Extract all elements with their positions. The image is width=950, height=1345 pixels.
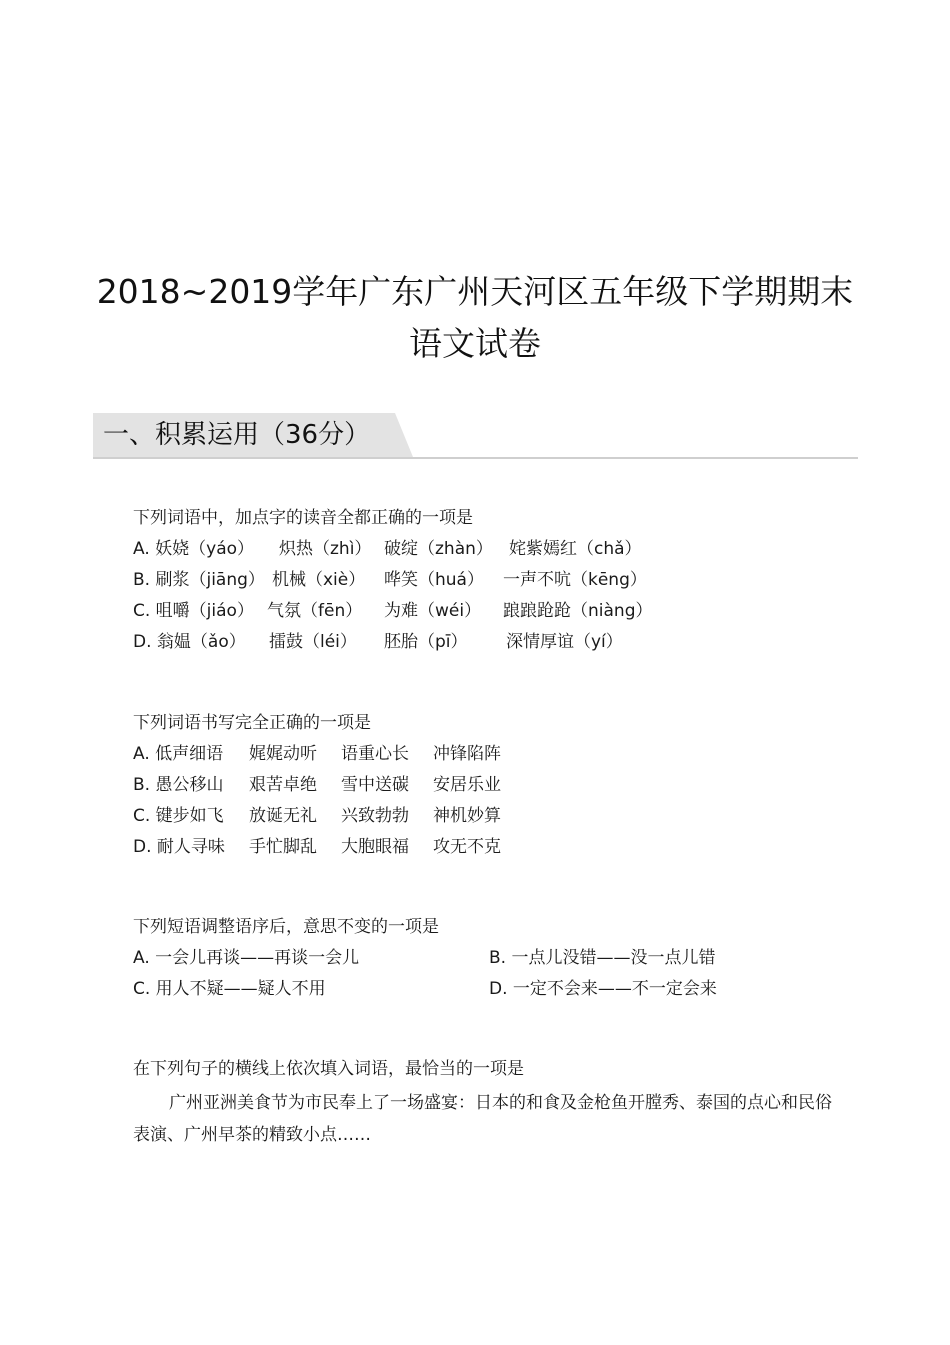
option-row [133, 832, 501, 863]
section-title: 一、积累运用（36分） [103, 420, 371, 450]
option-item: 擂鼓（léi） [269, 632, 357, 652]
option-row [133, 770, 501, 801]
option-item: B. 一点儿没错——没一点儿错 [489, 948, 716, 968]
option-item: 艰苦卓绝 [249, 775, 317, 795]
option-row [133, 801, 501, 832]
question-1 [133, 503, 653, 658]
option-row [133, 596, 653, 627]
question-stem: 在下列句子的横线上依次填入词语，最恰当的一项是 [133, 1059, 524, 1079]
page-title-line-2: 语文试卷 [409, 324, 541, 363]
option-item: 一声不吭（kēng） [503, 570, 647, 590]
option-item: 姹紫嫣红（chǎ） [509, 539, 642, 559]
section-divider [93, 457, 858, 459]
option-item: 语重心长 [341, 744, 409, 764]
option-item: 娓娓动听 [249, 744, 317, 764]
option-item: 哗笑（huá） [384, 570, 484, 590]
option-item: A. 低声细语 [133, 744, 224, 764]
option-item: 胚胎（pī） [384, 632, 468, 652]
question-2 [133, 708, 501, 863]
option-item: C. 用人不疑——疑人不用 [133, 979, 326, 999]
option-item: 攻无不克 [433, 837, 501, 857]
question-stem: 下列词语书写完全正确的一项是 [133, 713, 371, 733]
option-item: 炽热（zhì） [279, 539, 372, 559]
option-item: 踉踉跄跄（niàng） [503, 601, 653, 621]
option-row [133, 534, 642, 565]
question-4 [133, 1054, 524, 1085]
option-item: 雪中送碳 [341, 775, 409, 795]
option-item: 气氛（fēn） [267, 601, 363, 621]
option-item: D. 一定不会来——不一定会来 [489, 979, 717, 999]
option-item: 破绽（zhàn） [384, 539, 493, 559]
option-row [133, 627, 623, 658]
option-item: D. 耐人寻味 [133, 837, 225, 857]
question-passage: 广州亚洲美食节为市民奉上了一场盛宴：日本的和食及金枪鱼开膛秀、泰国的点心和民俗表演、广州早茶的精致小点…… [133, 1093, 832, 1145]
option-row [133, 565, 647, 596]
page-title-line-1: 2018~2019学年广东广州天河区五年级下学期期末 [96, 272, 854, 311]
option-item: 为难（wéi） [384, 601, 482, 621]
option-item: A. 一会儿再谈——再谈一会儿 [133, 948, 360, 968]
option-item: 手忙脚乱 [249, 837, 317, 857]
option-item: 放诞无礼 [249, 806, 317, 826]
option-item: 机械（xiè） [272, 570, 366, 590]
option-item: C. 咀嚼（jiáo） [133, 601, 254, 621]
option-item: B. 愚公移山 [133, 775, 224, 795]
option-item: C. 键步如飞 [133, 806, 224, 826]
option-row [133, 739, 501, 770]
question-3 [133, 912, 717, 1005]
option-item: B. 刷浆（jiāng） [133, 570, 265, 590]
option-item: 兴致勃勃 [341, 806, 409, 826]
section-header [93, 413, 858, 459]
option-item: D. 翁媪（ǎo） [133, 632, 246, 652]
option-row [133, 943, 716, 974]
option-item: 安居乐业 [433, 775, 501, 795]
option-row [133, 974, 717, 1005]
option-item: 冲锋陷阵 [433, 744, 501, 764]
question-stem: 下列短语调整语序后，意思不变的一项是 [133, 917, 439, 937]
question-stem: 下列词语中，加点字的读音全都正确的一项是 [133, 508, 473, 528]
option-item: A. 妖娆（yáo） [133, 539, 255, 559]
option-item: 大胞眼福 [341, 837, 409, 857]
option-item: 神机妙算 [433, 806, 501, 826]
option-item: 深情厚谊（yí） [506, 632, 623, 652]
